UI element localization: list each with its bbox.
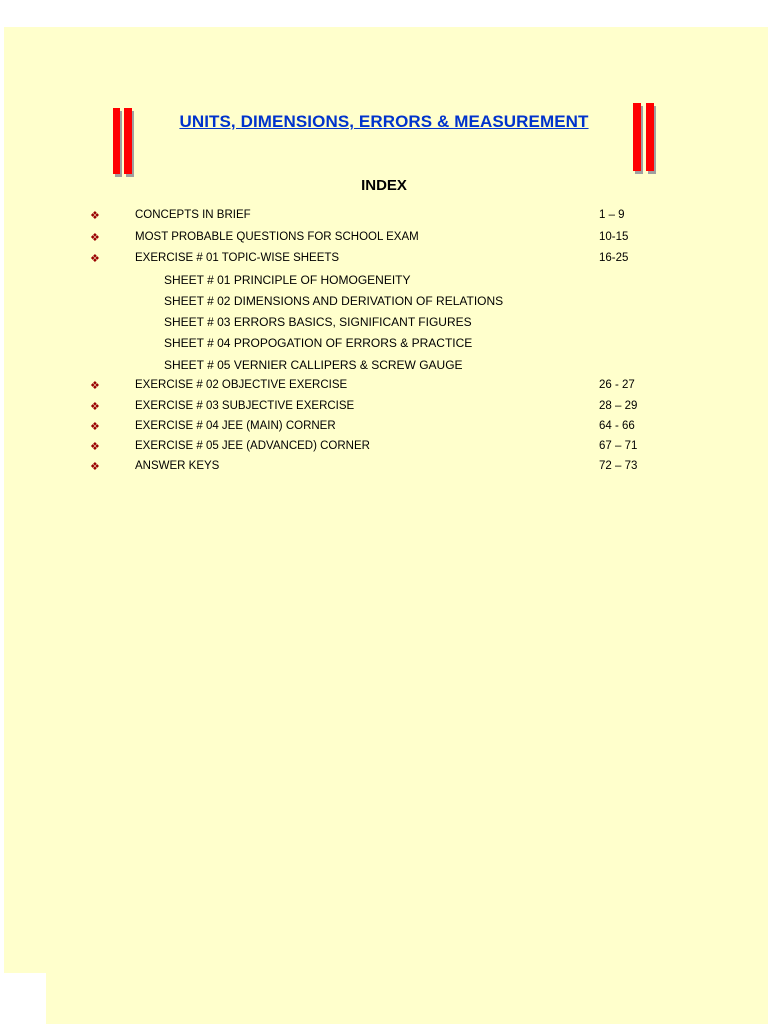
index-entry — [0, 231, 768, 249]
entry-label: MOST PROBABLE QUESTIONS FOR SCHOOL EXAM — [135, 231, 419, 243]
entry-label: EXERCISE # 05 JEE (ADVANCED) CORNER — [135, 440, 370, 452]
diamond-bullet-icon: ❖ — [90, 232, 100, 244]
index-heading: INDEX — [361, 177, 407, 194]
entry-label: EXERCISE # 03 SUBJECTIVE EXERCISE — [135, 400, 355, 412]
sheet-item: SHEET # 05 VERNIER CALLIPERS & SCREW GAUGE — [164, 358, 463, 372]
index-entry — [0, 209, 768, 227]
index-entry — [0, 400, 768, 418]
index-entry — [0, 460, 768, 478]
document-title: UNITS, DIMENSIONS, ERRORS & MEASUREMENT — [179, 112, 589, 131]
entry-label: CONCEPTS IN BRIEF — [135, 209, 251, 221]
entry-pages: 67 – 71 — [599, 440, 638, 452]
diamond-bullet-icon: ❖ — [90, 421, 100, 433]
entry-pages: 72 – 73 — [599, 460, 638, 472]
diamond-bullet-icon: ❖ — [90, 380, 100, 392]
index-entry — [0, 379, 768, 397]
entry-pages: 1 – 9 — [599, 209, 625, 221]
entry-label: EXERCISE # 02 OBJECTIVE EXERCISE — [135, 379, 348, 391]
diamond-bullet-icon: ❖ — [90, 461, 100, 473]
sheet-item: SHEET # 04 PROPOGATION OF ERRORS & PRACTICE — [164, 336, 473, 350]
index-entry — [0, 420, 768, 438]
sheet-item: SHEET # 01 PRINCIPLE OF HOMOGENEITY — [164, 273, 411, 287]
entry-pages: 10-15 — [599, 231, 629, 243]
sheet-item: SHEET # 03 ERRORS BASICS, SIGNIFICANT FIGURES — [164, 315, 472, 329]
entry-pages: 26 - 27 — [599, 379, 635, 391]
diamond-bullet-icon: ❖ — [90, 210, 100, 222]
diamond-bullet-icon: ❖ — [90, 253, 100, 265]
entry-pages: 16-25 — [599, 252, 629, 264]
index-entry — [0, 252, 768, 270]
sheet-item: SHEET # 02 DIMENSIONS AND DERIVATION OF RELATIONS — [164, 294, 504, 308]
entry-label: EXERCISE # 01 TOPIC-WISE SHEETS — [135, 252, 340, 264]
entry-pages: 64 - 66 — [599, 420, 635, 432]
entry-pages: 28 – 29 — [599, 400, 638, 412]
diamond-bullet-icon: ❖ — [90, 401, 100, 413]
entry-label: ANSWER KEYS — [135, 460, 220, 472]
index-entry — [0, 440, 768, 458]
entry-label: EXERCISE # 04 JEE (MAIN) CORNER — [135, 420, 336, 432]
diamond-bullet-icon: ❖ — [90, 441, 100, 453]
page-corner-notch — [0, 973, 46, 1024]
